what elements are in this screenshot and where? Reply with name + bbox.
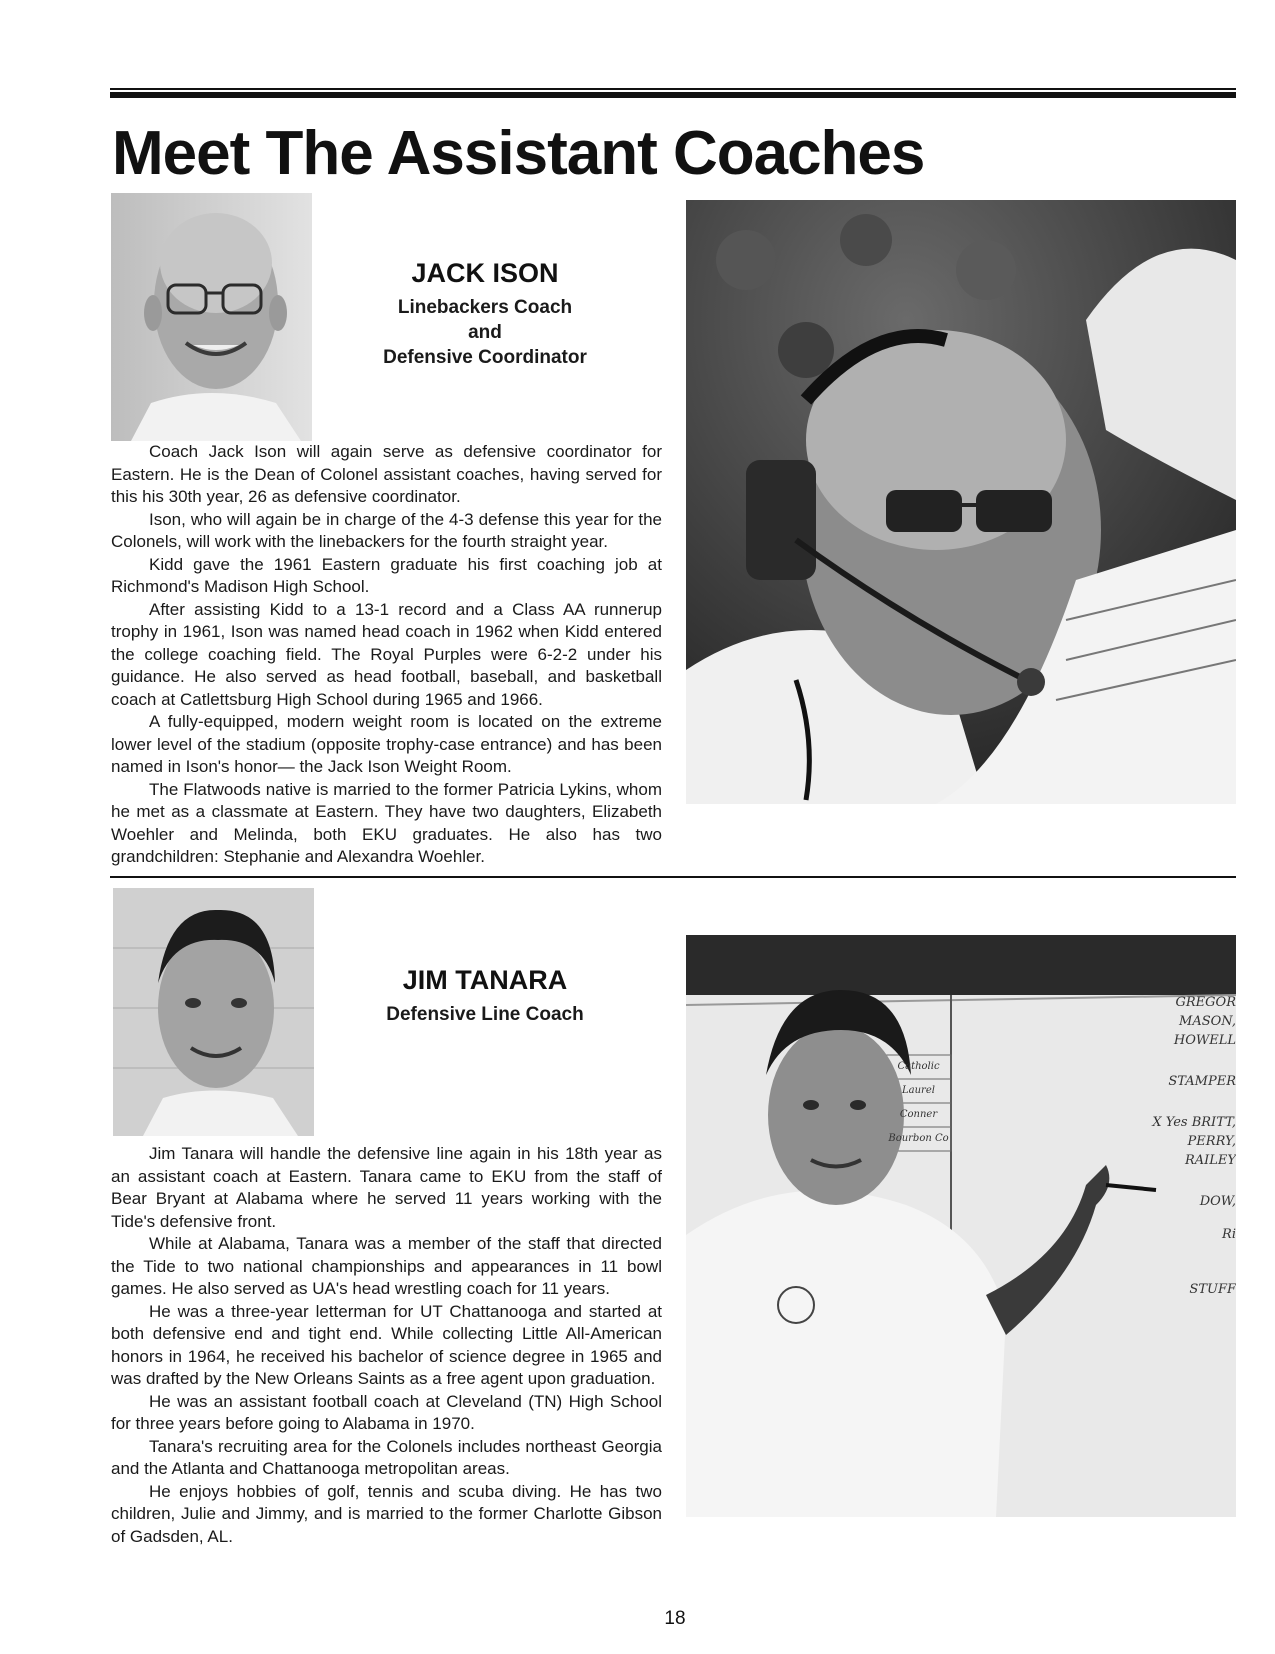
jack-ison-headshot	[111, 193, 312, 441]
jim-tanara-whiteboard-photo	[686, 935, 1236, 1517]
whiteboard-entry: X Yes BRITT,	[1152, 1115, 1236, 1130]
bio-paragraph: Coach Jack Ison will again serve as defensive coordinator for Eastern. He is the Dean of Colonel assistant coaches, having served for this his 30th year, 26 as defensive coordinator.	[111, 442, 662, 506]
jack-ison-headset-photo	[686, 200, 1236, 804]
whiteboard-writing	[1126, 995, 1236, 1297]
coach-role-line: Linebackers Coach	[397, 297, 573, 318]
whiteboard-entry: RAILEY	[1184, 1153, 1236, 1168]
jim-tanara-headshot	[113, 888, 314, 1136]
whiteboard-table-entry: Catholic	[897, 1061, 940, 1072]
whiteboard-table-entry: Bourbon Co	[888, 1133, 949, 1144]
whiteboard-table-entry: Conner	[899, 1109, 938, 1120]
whiteboard-entry: PERRY,	[1187, 1134, 1236, 1149]
top-rule-thick	[110, 92, 1236, 98]
whiteboard-entry: GREGOR	[1175, 995, 1236, 1010]
jack-ison-heading	[330, 258, 640, 370]
jack-ison-bio	[111, 441, 662, 869]
page-title: Meet The Assistant Coaches	[112, 119, 925, 188]
coach-role-line: Defensive Coordinator	[383, 347, 587, 368]
bio-paragraph: Kidd gave the 1961 Eastern graduate his first coaching job at Richmond's Madison High School.	[111, 554, 662, 596]
whiteboard-entry: STAMPER	[1168, 1074, 1236, 1089]
bio-paragraph: Tanara's recruiting area for the Colonels includes northeast Georgia and the Atlanta and Chattanooga metropolitan areas.	[111, 1436, 662, 1478]
bio-paragraph: Ison, who will again be in charge of the 4-3 defense this year for the Colonels, will work with the linebackers for the fourth straight year.	[111, 509, 662, 551]
jim-tanara-bio	[111, 1143, 662, 1548]
whiteboard-entry: HOWELL	[1173, 1033, 1236, 1048]
jim-tanara-heading	[330, 965, 640, 1027]
section-divider	[110, 876, 1236, 878]
whiteboard-table	[886, 1055, 951, 1151]
bio-paragraph: He enjoys hobbies of golf, tennis and scuba diving. He has two children, Julie and Jimmy, and is married to the former Charlotte Gibson of Gadsden, AL.	[111, 1481, 662, 1546]
whiteboard-entry: DOW,	[1199, 1194, 1236, 1209]
coach-name: JACK ISON	[411, 258, 559, 288]
whiteboard-entry: Ri	[1222, 1227, 1236, 1242]
bio-paragraph: The Flatwoods native is married to the former Patricia Lykins, whom he met as a classmate at Eastern. They have two daughters, Elizabeth Woehler and Melinda, both EKU graduates. He also has two grandchildren: Stephanie and Alexandra Woehler.	[111, 779, 662, 866]
bio-paragraph: After assisting Kidd to a 13-1 record and a Class AA runnerup trophy in 1961, Ison was named head coach in 1962 when Kidd entered the college coaching field. The Royal Purples were 6-2-2 under his guidance. He also served as head football, baseball, and basketball coach at Catlettsburg High School during 1965 and 1966.	[111, 599, 662, 709]
bio-paragraph: While at Alabama, Tanara was a member of the staff that directed the Tide to two national championships and appearances in 11 bowl games. He also served as UA's head wrestling coach for 11 years.	[111, 1234, 662, 1298]
whiteboard-entry: MASON,	[1179, 1014, 1236, 1029]
top-rule-thin	[110, 88, 1236, 90]
page-number: 18	[664, 1608, 686, 1629]
bio-paragraph: He was an assistant football coach at Cleveland (TN) High School for three years before going to Alabama in 1970.	[111, 1391, 662, 1433]
coach-role-line: Defensive Line Coach	[386, 1004, 584, 1025]
bio-paragraph: He was a three-year letterman for UT Chattanooga and started at both defensive end and tight end. While collecting Little All-American honors in 1964, he received his bachelor of science degree in 1965 and was drafted by the New Orleans Saints as a free agent upon graduation.	[111, 1301, 662, 1388]
coach-role-line: and	[468, 322, 502, 343]
whiteboard-entry: STUFF	[1189, 1282, 1236, 1297]
whiteboard-table-entry: Laurel	[902, 1085, 935, 1096]
bio-paragraph: A fully-equipped, modern weight room is located on the extreme lower level of the stadium (opposite trophy-case entrance) and has been named in Ison's honor— the Jack Ison Weight Room.	[111, 712, 662, 776]
bio-paragraph: Jim Tanara will handle the defensive line again in his 18th year as an assistant coach at Eastern. Tanara came to EKU from the staff of Bear Bryant at Alabama where he served 11 years working with the Tide's defensive front.	[111, 1144, 662, 1231]
coach-name: JIM TANARA	[402, 965, 568, 995]
